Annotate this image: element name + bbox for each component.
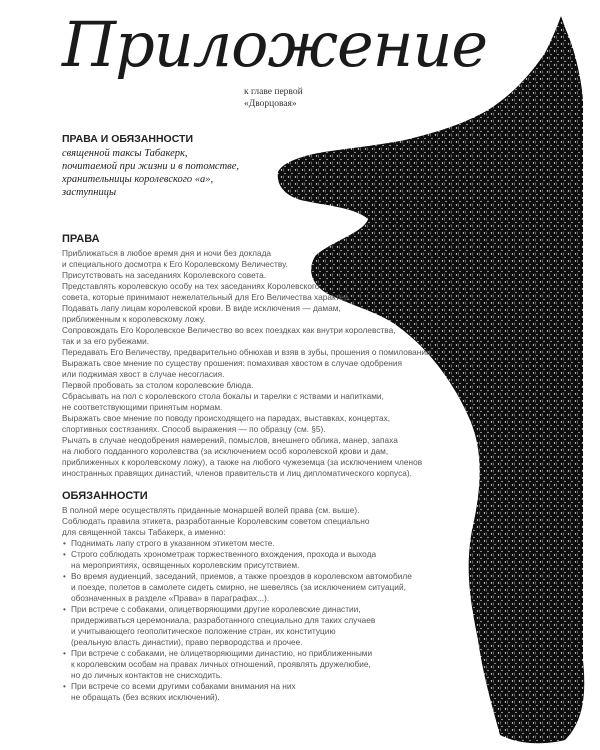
- text-line: Сбрасывать на пол с королевского стола бокалы и тарелки с яствами и напитками,: [62, 391, 384, 401]
- duties-section: [62, 490, 412, 703]
- text-line: Приближаться в любое время дня и ночи без доклада: [62, 248, 272, 258]
- text-line: и специального досмотра к Его Королевскому Величеству.: [62, 259, 288, 269]
- text-line: Соблюдать правила этикета, разработанные Королевским советом специально: [62, 516, 370, 526]
- intro-heading: ПРАВА И ОБЯЗАННОСТИ: [62, 133, 194, 145]
- intro-block: [62, 133, 302, 199]
- bullet-item: • Поднимать лапу строго в указанном этикетом месте.: [62, 538, 412, 549]
- bullet-item: • При встрече со всеми другими собаками внимания на них: [62, 681, 412, 692]
- text-line: и учитывающего геополитическое положение стран, их конституцию: [71, 626, 336, 636]
- text-line: не обращать (без всяких исключений).: [71, 692, 220, 702]
- text-line: не соответствующими принятым нормам.: [62, 402, 223, 412]
- text-line: Выражать свое мнение по существу прошения: помахивая хвостом в случае одобрения: [62, 358, 402, 368]
- text-line: совета, которые принимают нежелательный для Его Величества характер.: [62, 292, 351, 302]
- text-line: Присутствовать на заседаниях Королевского совета.: [62, 270, 267, 280]
- text-line: Передавать Его Величеству, предварительно обнюхав и взяв в зубы, прошения о помиловании.: [62, 347, 433, 357]
- page-title: Приложение: [62, 8, 488, 81]
- text-line: и поезде, полетов в самолете сидеть смирно, не шевелясь (за исключением ситуаций,: [71, 582, 406, 592]
- duties-text: [62, 505, 412, 703]
- text-line: придерживаться церемониала, разработанного специально для таких случаев: [71, 615, 376, 625]
- text-line: В полной мере осуществлять приданные монаршей волей права (см. выше).: [62, 505, 360, 515]
- text-line: обозначенных в разделе «Права» в параграфах...).: [71, 593, 270, 603]
- text-line: Первой пробовать за столом королевские блюда.: [62, 380, 254, 390]
- text-line: спортивных состязаниях. Способ выражения — по образцу (см. §5).: [62, 424, 326, 434]
- bullet-item: • Во время аудиенций, заседаний, приемов, а также проездов в королевском автомобиле: [62, 571, 412, 582]
- duties-heading: ОБЯЗАННОСТИ: [62, 490, 148, 502]
- rights-text: [62, 248, 433, 479]
- text-line: Рычать в случае неодобрения намерений, помыслов, внешнего облика, манер, запаха: [62, 435, 398, 445]
- text-line: Сопровождать Его Королевское Величество во всех поездках как внутри королевства,: [62, 325, 396, 335]
- text-line: на мероприятиях, освященных королевским присутствием.: [71, 560, 300, 570]
- intro-text: священной таксы Табакерк, почитаемой при жизни и в потомстве, хранительницы королевского «а», заступницы: [62, 148, 240, 198]
- text-line: или поджимая хвост в случае несогласия.: [62, 369, 225, 379]
- text-line: так и за его рубежами.: [62, 336, 150, 346]
- bullet-item: • При встрече с собаками, не олицетворяющими династию, но приближенными: [62, 648, 412, 659]
- text-line: для священной таксы Табакерк, а именно:: [62, 527, 226, 537]
- text-line: иностранных правящих династий, членов правительств и лиц дипломатического корпуса).: [62, 468, 412, 478]
- text-line: Подавать лапу лицам королевской крови. В виде исключения — дамам,: [62, 303, 341, 313]
- text-line: на любого подданного королевства (за исключением особ королевской крови и дам,: [62, 446, 389, 456]
- subtitle-line: к главе первой: [244, 87, 303, 97]
- text-line: к королевским особам на правах личных отношений, проявлять дружелюбие,: [71, 659, 371, 669]
- rights-heading: ПРАВА: [62, 233, 100, 245]
- text-line: Представлять королевскую особу на тех заседаниях Королевского: [62, 281, 320, 291]
- text-line: но до личных контактов не снисходить.: [71, 670, 223, 680]
- bullet-item: • Строго соблюдать хронометраж торжественного вхождения, прохода и выхода: [62, 549, 412, 560]
- page-subtitle: [244, 86, 303, 110]
- bullet-item: • При встрече с собаками, олицетворяющими другие королевские династии,: [62, 604, 412, 615]
- text-line: приближенным к королевскому ложу.: [62, 314, 206, 324]
- text-line: (реальную власть династии), право первородства и прочее.: [71, 637, 303, 647]
- text-line: приближенных к королевскому ложу), а также на любого чужеземца (за исключением членов: [62, 457, 423, 467]
- text-line: Выражать свое мнение по поводу происходящего на парадах, выставках, концертах,: [62, 413, 391, 423]
- rights-section: [62, 233, 433, 479]
- subtitle-line: «Дворцовая»: [244, 99, 297, 109]
